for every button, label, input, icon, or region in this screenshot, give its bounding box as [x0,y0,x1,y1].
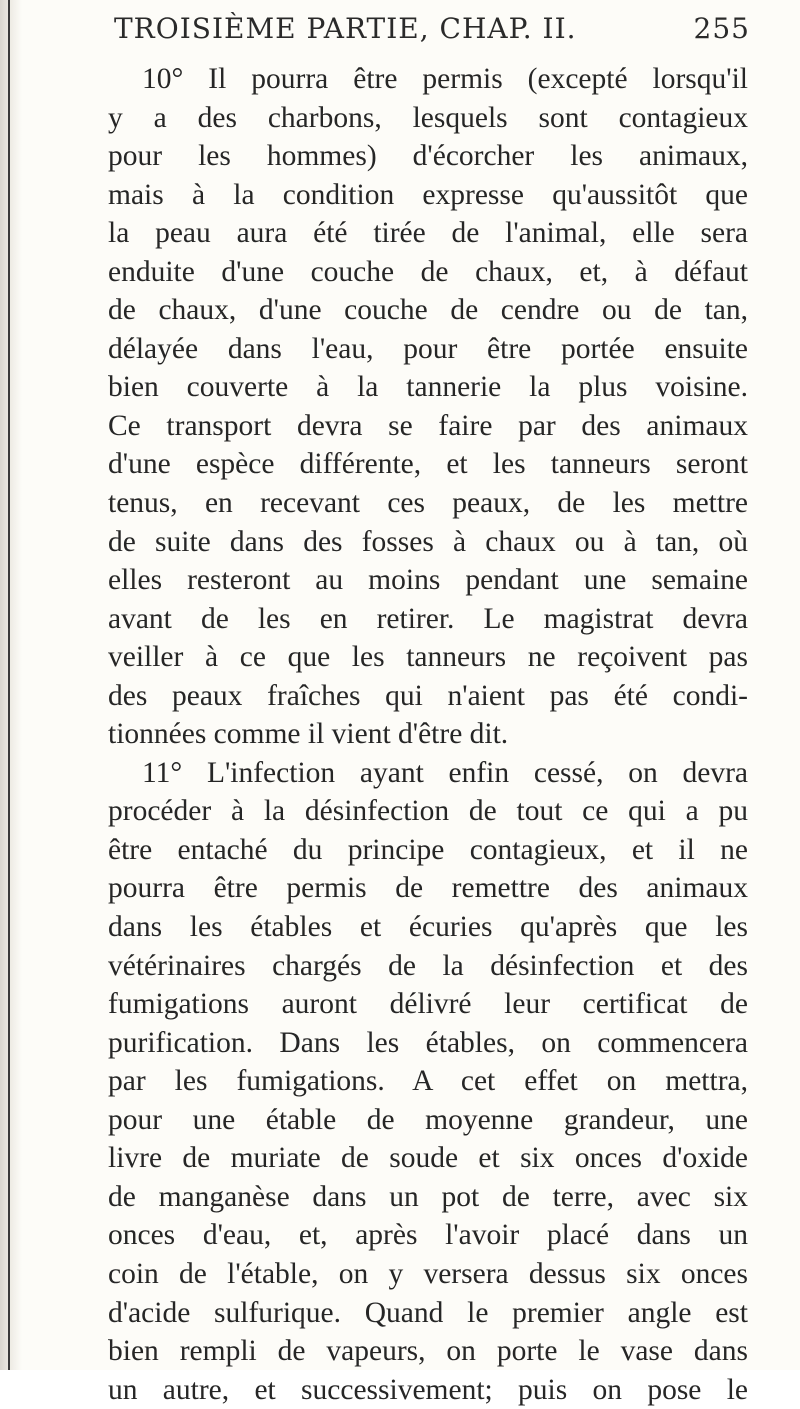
text-line: tenus, en recevant ces peaux, de les mettre [108,487,748,520]
binding-gutter [0,0,22,1370]
page-header [100,12,750,52]
text-line: veiller à ce que les tanneurs ne reçoivent pas [108,641,748,674]
text-line: purification. Dans les étables, on commencera [108,1026,748,1059]
text-line: délayée dans l'eau, pour être portée ensuite [108,332,748,365]
text-line: de chaux, d'une couche de cendre ou de tan, [108,294,748,327]
text-line: dans les étables et écuries qu'après que les [108,911,748,944]
text-line: tionnées comme il vient d'être dit. [108,718,509,751]
text-line: 11° L'infection ayant enfin cessé, on devra [142,756,748,789]
text-line: des peaux fraîches qui n'aient pas été condi- [108,679,748,712]
text-line: livre de muriate de soude et six onces d'oxide [108,1142,748,1175]
text-line: bien rempli de vapeurs, on porte le vase dans [108,1335,748,1368]
text-line: être entaché du principe contagieux, et il ne [108,833,748,866]
text-line: Ce transport devra se faire par des animaux [108,409,748,442]
text-line: pourra être permis de remettre des animaux [108,872,748,905]
text-line: bien couverte à la tannerie la plus voisine. [108,371,748,404]
text-line: vétérinaires chargés de la désinfection et des [108,949,748,982]
text-line: par les fumigations. A cet effet on mettra, [108,1065,748,1098]
text-line: avant de les en retirer. Le magistrat devra [108,602,748,635]
text-line: pour les hommes) d'écorcher les animaux, [108,140,748,173]
text-line: coin de l'étable, on y versera dessus six onces [108,1257,748,1290]
text-line: la peau aura été tirée de l'animal, elle sera [108,217,748,250]
text-line: fumigations auront délivré leur certificat de [108,988,748,1021]
text-line: enduite d'une couche de chaux, et, à défaut [108,255,748,288]
text-line: d'acide sulfurique. Quand le premier angle est [108,1296,748,1329]
text-line: d'une espèce différente, et les tanneurs seront [108,448,748,481]
body-text [108,60,748,1409]
text-line: de manganèse dans un pot de terre, avec six [108,1180,748,1213]
text-line: y a des charbons, lesquels sont contagieux [108,101,748,134]
running-title: TROISIÈME PARTIE, CHAP. II. [114,12,577,45]
text-line: mais à la condition expresse qu'aussitôt que [108,178,748,211]
text-line: un autre, et successivement; puis on pose le [108,1373,748,1406]
gutter-edge-line [8,0,10,1370]
text-line: onces d'eau, et, après l'avoir placé dans un [108,1219,748,1252]
text-line: pour une étable de moyenne grandeur, une [108,1103,748,1136]
page-number: 255 [693,12,750,45]
text-line: 10° Il pourra être permis (excepté lorsqu'il [142,63,748,95]
text-line: procéder à la désinfection de tout ce qui a pu [108,795,748,828]
text-line: elles resteront au moins pendant une semaine [108,564,748,597]
text-line: de suite dans des fosses à chaux ou à tan, où [108,525,748,558]
